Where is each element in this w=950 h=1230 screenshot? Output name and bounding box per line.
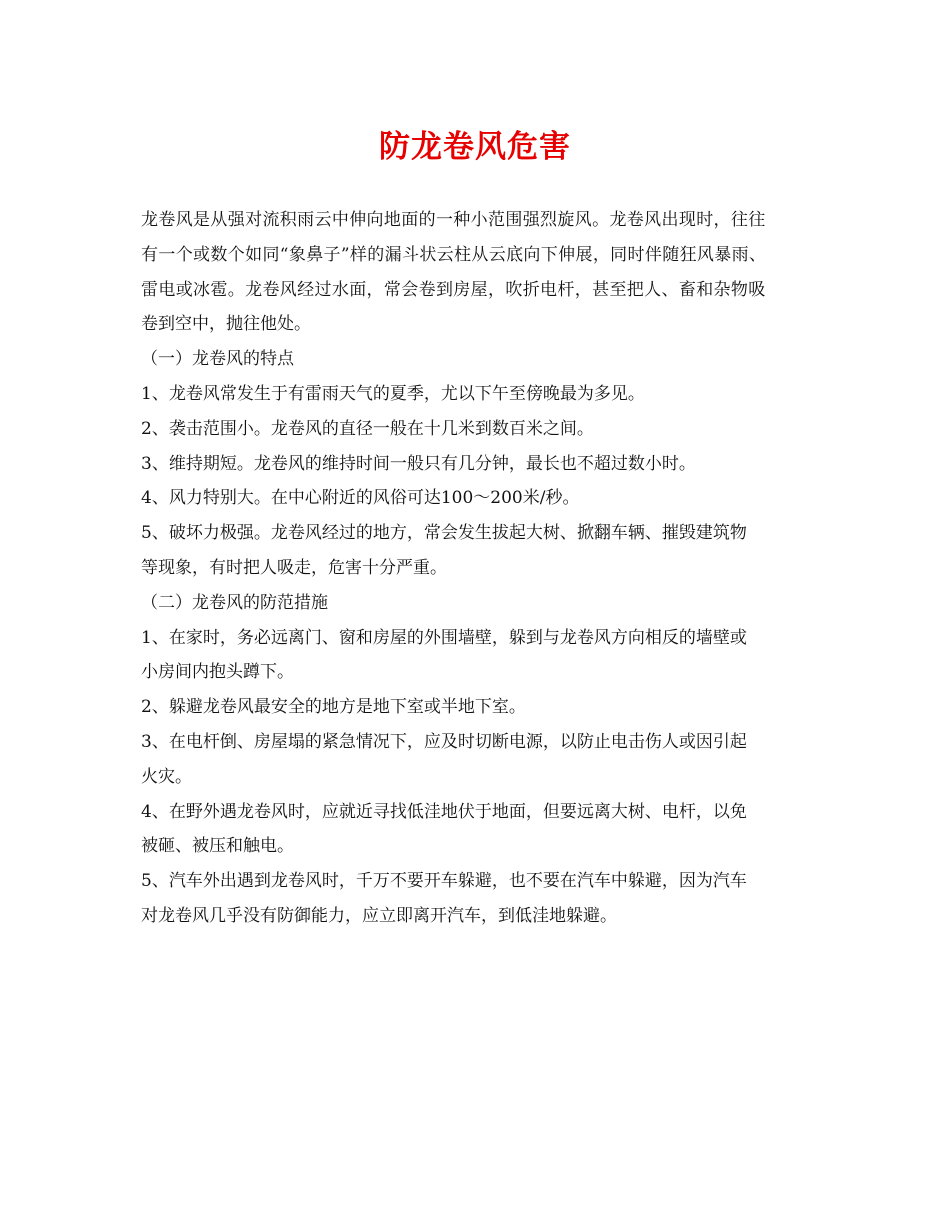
list-item: 4、风力特别大。在中心附近的风俗可达100～200米/秒。 [141, 488, 580, 509]
document-title: 防龙卷风危害 [379, 129, 571, 165]
body-line: 有一个或数个如同“象鼻子”样的漏斗状云柱从云底向下伸展，同时伴随狂风暴雨、 [141, 244, 767, 265]
list-item-continuation: 等现象，有时把人吸走，危害十分严重。 [141, 557, 447, 578]
list-item: 5、破坏力极强。龙卷风经过的地方，常会发生拔起大树、掀翻车辆、摧毁建筑物 [141, 523, 747, 544]
section-heading: （二）龙卷风的防范措施 [141, 592, 328, 613]
body-line: 龙卷风是从强对流积雨云中伸向地面的一种小范围强烈旋风。龙卷风出现时，往往 [141, 210, 766, 230]
list-item: 2、躲避龙卷风最安全的地方是地下室或半地下室。 [141, 697, 526, 718]
list-item-continuation: 火灾。 [141, 766, 192, 787]
list-item-continuation: 对龙卷风几乎没有防御能力，应立即离开汽车，到低洼地躲避。 [141, 905, 617, 926]
list-item: 3、维持期短。龙卷风的维持时间一般只有几分钟，最长也不超过数小时。 [141, 453, 696, 474]
body-line: 卷到空中，抛往他处。 [141, 314, 311, 335]
list-item: 4、在野外遇龙卷风时，应就近寻找低洼地伏于地面，但要远离大树、电杆，以免 [141, 801, 747, 822]
list-item-continuation: 小房间内抱头蹲下。 [141, 662, 294, 683]
list-item: 5、汽车外出遇到龙卷风时，千万不要开车躲避，也不要在汽车中躲避，因为汽车 [141, 871, 747, 892]
list-item: 2、袭击范围小。龙卷风的直径一般在十几米到数百米之间。 [141, 418, 594, 439]
body-line: 雷电或冰雹。龙卷风经过水面，常会卷到房屋，吹折电杆，甚至把人、畜和杂物吸 [141, 279, 766, 300]
document-body [141, 203, 831, 934]
list-item-continuation: 被砸、被压和触电。 [141, 836, 294, 857]
list-item: 1、龙卷风常发生于有雷雨天气的夏季，尤以下午至傍晚最为多见。 [141, 383, 645, 404]
section-heading: （一）龙卷风的特点 [141, 349, 294, 370]
list-item: 1、在家时，务必远离门、窗和房屋的外围墙壁，躲到与龙卷风方向相反的墙壁或 [141, 627, 747, 648]
list-item: 3、在电杆倒、房屋塌的紧急情况下，应及时切断电源，以防止电击伤人或因引起 [141, 731, 747, 752]
